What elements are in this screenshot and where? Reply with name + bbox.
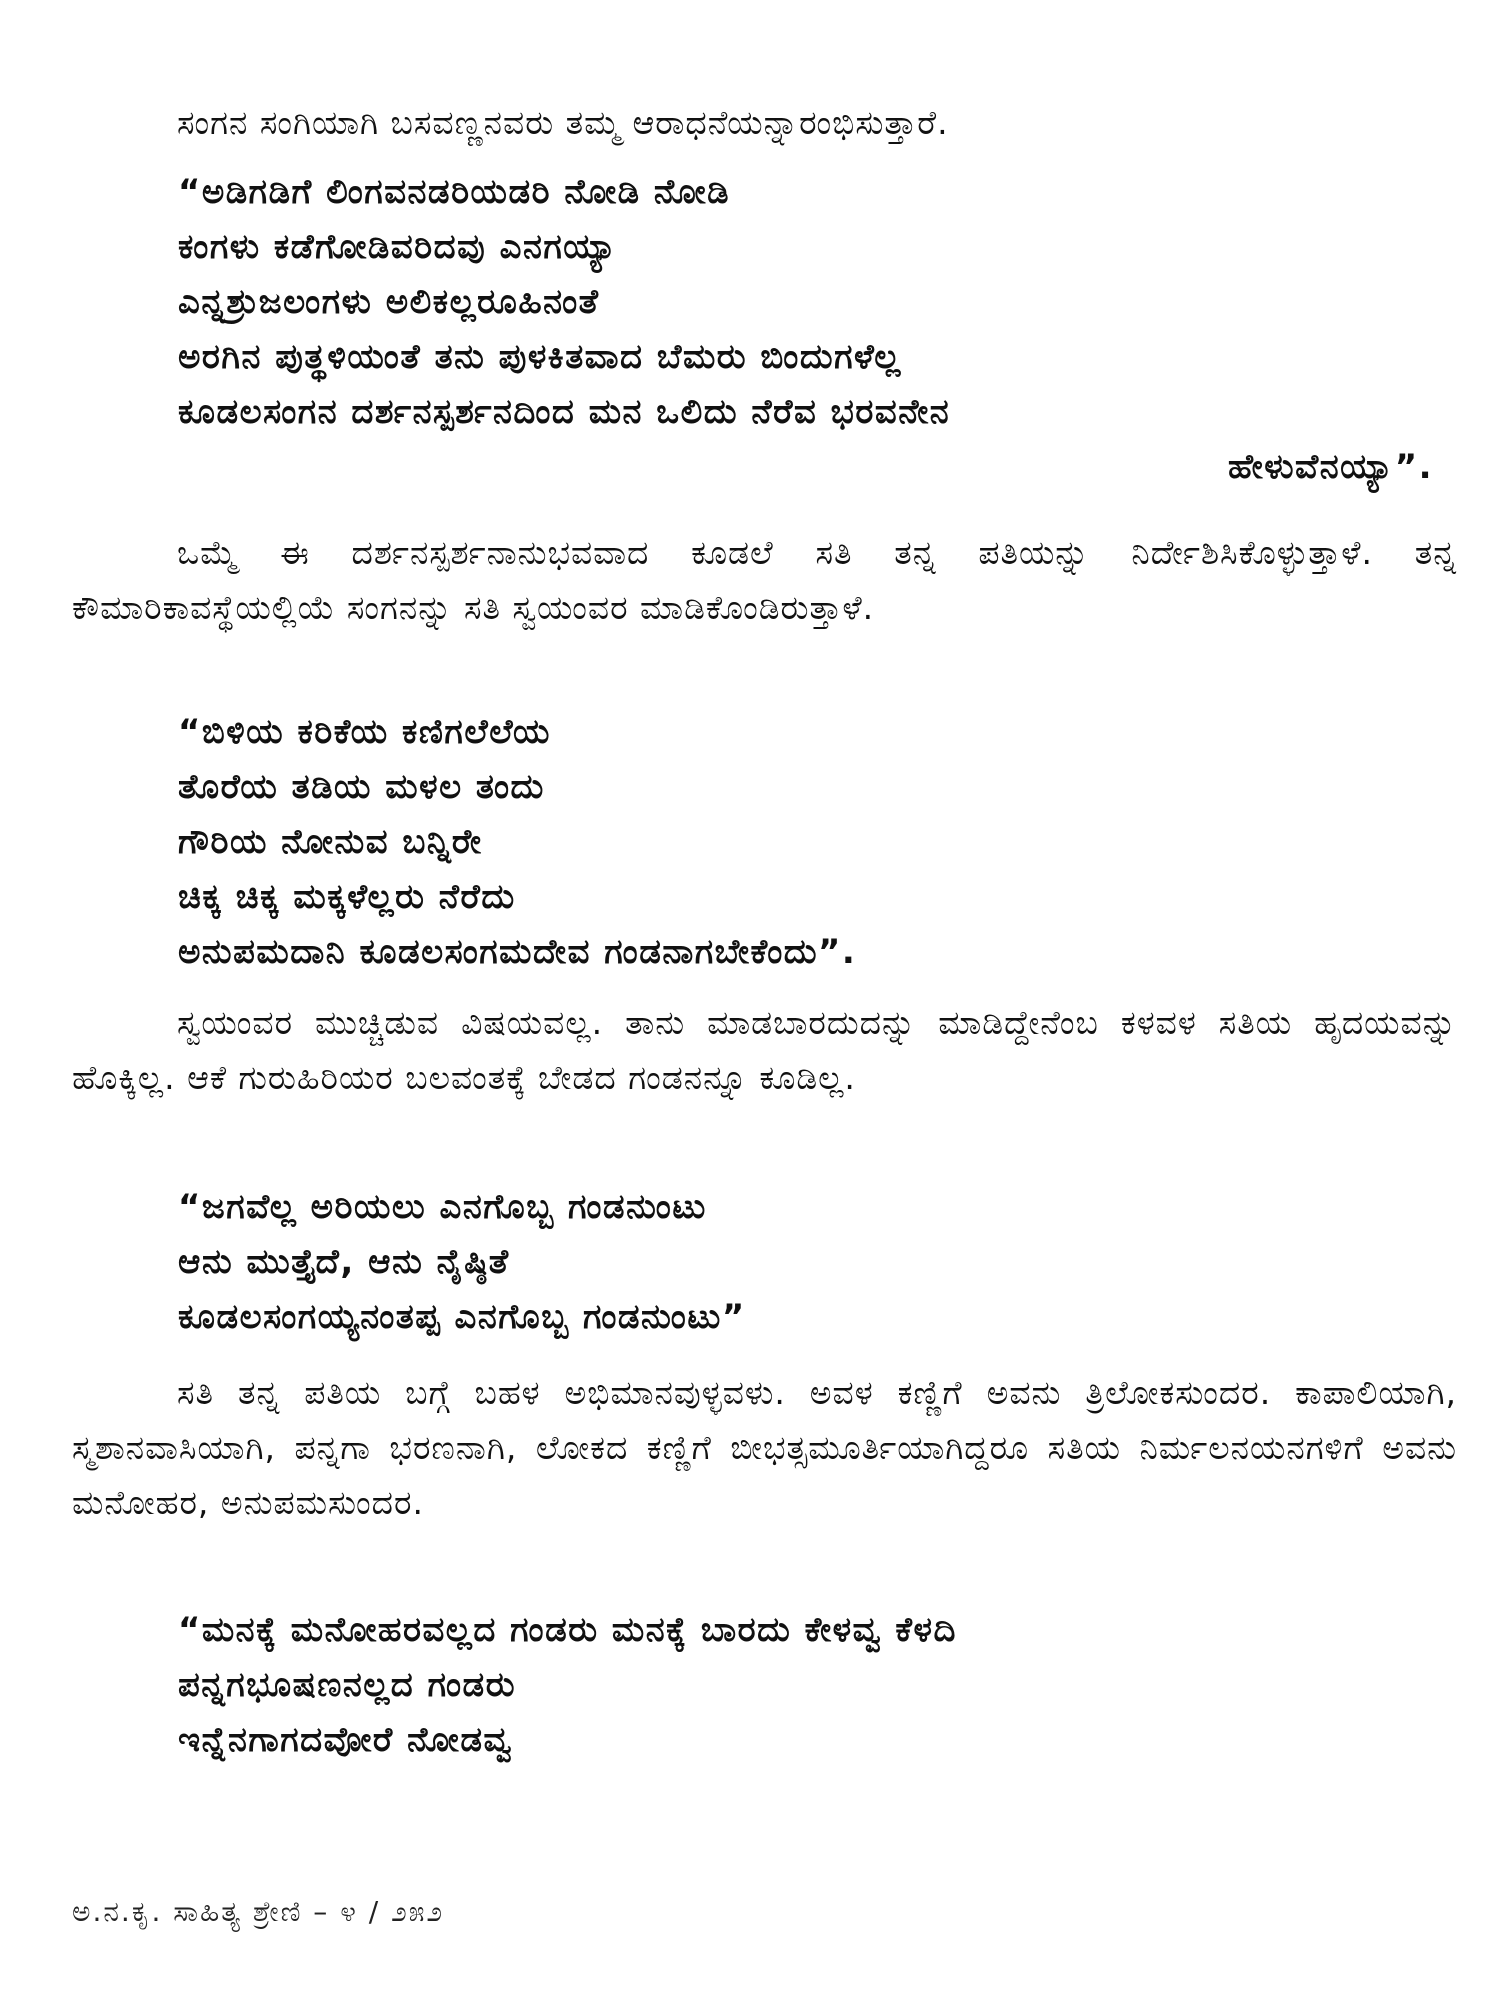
verse-line: ಕೂಡಲಸಂಗಯ್ಯನಂತಪ್ಪ ಎನಗೊಬ್ಬ ಗಂಡನುಂಟು” (178, 1297, 746, 1337)
verse-vachana-2 (178, 705, 1458, 980)
verse-line: ಚಿಕ್ಕ ಚಿಕ್ಕ ಮಕ್ಕಳೆಲ್ಲರು ನೆರೆದು (178, 877, 516, 917)
verse-line: ಕಂಗಳು ಕಡೆಗೋಡಿವರಿದವು ಎನಗಯ್ಯಾ (178, 227, 618, 267)
verse-line: “ಜಗವೆಲ್ಲ ಅರಿಯಲು ಎನಗೊಬ್ಬ ಗಂಡನುಂಟು (178, 1187, 707, 1227)
paragraph-abhimana: ಸತಿ ತನ್ನ ಪತಿಯ ಬಗ್ಗೆ ಬಹಳ ಅಭಿಮಾನವುಳ್ಳವಳು. ಅವಳ ಕಣ್ಣಿಗೆ ಅವನು ತ್ರಿಲೋಕಸುಂದರ. ಕಾಪಾಲಿಯಾಗಿ, ಸ್ಮಶಾನವಾಸಿಯಾಗಿ, ಪನ್ನಗಾ ಭರಣನಾಗಿ, ಲೋಕದ ಕಣ್ಣಿಗೆ ಬೀಭತ್ಸಮೂರ್ತಿಯಾಗಿದ್ದರೂ ಸತಿಯ ನಿರ್ಮಲನಯನಗಳಿಗೆ ಅವನು ಮನೋಹರ, ಅನುಪಮಸುಂದರ. (72, 1373, 1457, 1522)
verse-line: ಇನ್ನೆನಗಾಗದವೋರೆ ನೋಡವ್ವ (178, 1720, 513, 1760)
paragraph-swayamvara: ಸ್ವಯಂವರ ಮುಚ್ಚಿಡುವ ವಿಷಯವಲ್ಲ. ತಾನು ಮಾಡಬಾರದುದನ್ನು ಮಾಡಿದ್ದೇನೆಂಬ ಕಳವಳ ಸತಿಯ ಹೃದಯವನ್ನು ಹೊಕ್ಕಿಲ್ಲ. ಆಕೆ ಗುರುಹಿರಿಯರ ಬಲವಂತಕ್ಕೆ ಬೇಡದ ಗಂಡನನ್ನೂ ಕೂಡಿಲ್ಲ. (72, 1003, 1457, 1097)
verse-line: “ಮನಕ್ಕೆ ಮನೋಹರವಲ್ಲದ ಗಂಡರು ಮನಕ್ಕೆ ಬಾರದು ಕೇಳವ್ವ ಕೆಳದಿ (178, 1610, 957, 1650)
page-footer: ಅ.ನ.ಕೃ. ಸಾಹಿತ್ಯ ಶ್ರೇಣಿ – ೪ / ೨೫೨ (72, 1895, 445, 1928)
verse-line: ಗೌರಿಯ ನೋನುವ ಬನ್ನಿರೇ (178, 822, 483, 862)
verse-line: ತೊರೆಯ ತಡಿಯ ಮಳಲ ತಂದು (178, 767, 545, 807)
verse-vachana-1 (178, 165, 1458, 495)
verse-line: ಹೇಳುವೆನಯ್ಯಾ”. (1228, 447, 1433, 487)
paragraph-intro: ಸಂಗನ ಸಂಗಿಯಾಗಿ ಬಸವಣ್ಣನವರು ತಮ್ಮ ಆರಾಧನೆಯನ್ನಾರಂಭಿಸುತ್ತಾರೆ. (177, 103, 949, 142)
paragraph-darshana: ಒಮ್ಮೆ ಈ ದರ್ಶನಸ್ಪರ್ಶನಾನುಭವವಾದ ಕೂಡಲೆ ಸತಿ ತನ್ನ ಪತಿಯನ್ನು ನಿರ್ದೇಶಿಸಿಕೊಳ್ಳುತ್ತಾಳೆ. ತನ್ನ ಕೌಮಾರಿಕಾವಸ್ಥೆಯಲ್ಲಿಯೆ ಸಂಗನನ್ನು ಸತಿ ಸ್ವಯಂವರ ಮಾಡಿಕೊಂಡಿರುತ್ತಾಳೆ. (72, 533, 1457, 627)
verse-line: ಎನ್ನಶ್ರುಜಲಂಗಳು ಅಲಿಕಲ್ಲರೂಹಿನಂತೆ (178, 282, 600, 322)
verse-line: ಆನು ಮುತ್ತೈದೆ, ಆನು ನೈಷ್ಠಿತೆ (178, 1242, 510, 1282)
verse-line: ಅರಗಿನ ಪುತ್ಥಳಿಯಂತೆ ತನು ಪುಳಕಿತವಾದ ಬೆಮರು ಬಿಂದುಗಳೆಲ್ಲ (178, 337, 902, 377)
verse-line: ಅನುಪಮದಾನಿ ಕೂಡಲಸಂಗಮದೇವ ಗಂಡನಾಗಬೇಕೆಂದು”. (178, 932, 857, 972)
verse-vachana-3 (178, 1180, 1458, 1345)
verse-line: ಪನ್ನಗಭೂಷಣನಲ್ಲದ ಗಂಡರು (178, 1665, 517, 1705)
verse-vachana-4 (178, 1603, 1458, 1768)
verse-line: ಕೂಡಲಸಂಗನ ದರ್ಶನಸ್ಪರ್ಶನದಿಂದ ಮನ ಒಲಿದು ನೆರೆವ ಭರವನೇನ (178, 392, 951, 432)
verse-line: “ಅಡಿಗಡಿಗೆ ಲಿಂಗವನಡರಿಯಡರಿ ನೋಡಿ ನೋಡಿ (178, 172, 731, 212)
verse-line: “ಬಿಳಿಯ ಕರಿಕೆಯ ಕಣಿಗಲೆಲೆಯ (178, 712, 551, 752)
